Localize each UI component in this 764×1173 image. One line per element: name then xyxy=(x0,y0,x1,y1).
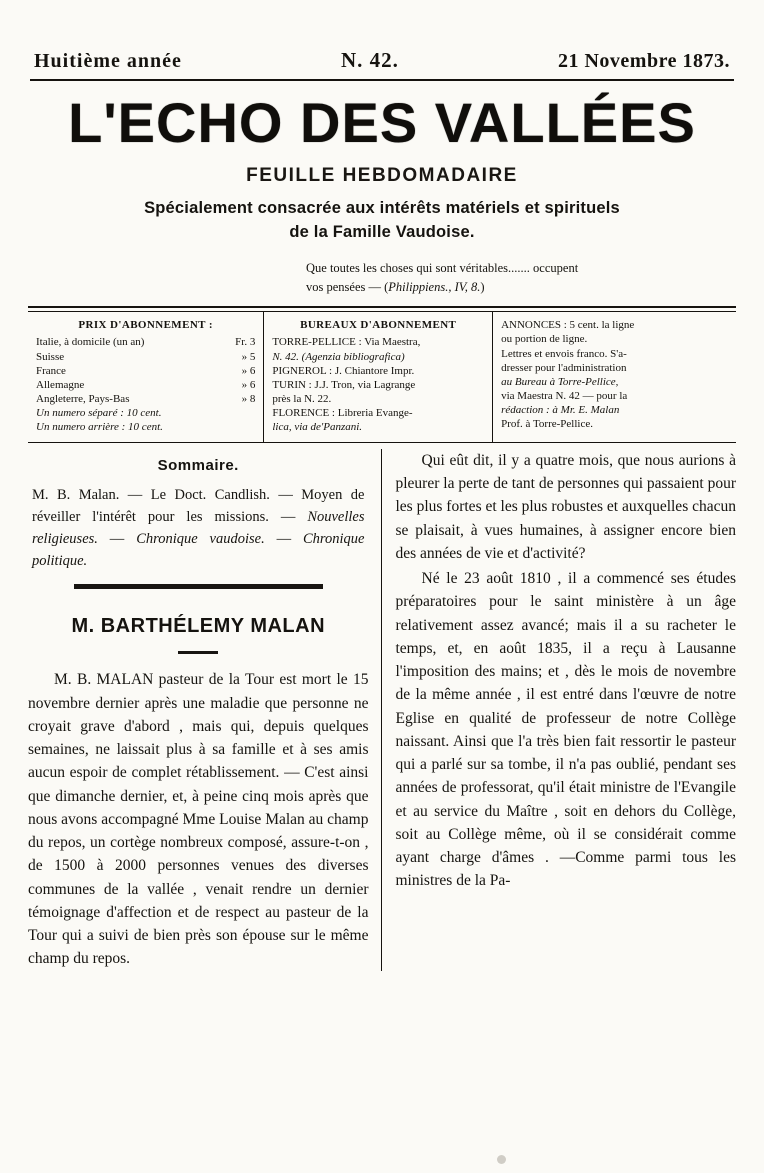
epigraph-line-2-wrap xyxy=(306,278,726,297)
back-issue-note: Un numero arrière : 10 cent. xyxy=(36,420,163,433)
price-label: Angleterre, Pays-Bas xyxy=(36,392,130,405)
price-label: Suisse xyxy=(36,350,65,363)
single-issue-note: Un numero séparé : 10 cent. xyxy=(36,406,162,419)
epigraph xyxy=(306,259,730,297)
summary-divider xyxy=(74,584,323,589)
tagline-line-2: de la Famille Vaudoise. xyxy=(289,222,475,241)
price-row xyxy=(36,364,255,378)
summary-italic-1: Nouvelles religieuses. xyxy=(32,509,365,547)
ads-heading: ANNONCES : 5 cent. la ligne xyxy=(501,319,635,332)
article-paragraph: M. B. MALAN pasteur de la Tour est mort le 15 novembre dernier après une maladie que personne ne croyait grave d'abord , mais qui, depuis quelques semaines, ne laissait plus à sa famille et à ses amis aucun espoir de complet rétablissement. — C'est ainsi que dimanche dernier, et, à peine cinq mois après que nous avons accompagné Mme Louise Malan au champ du repos, un cortège nombreux composé, assure-t-on , de 1500 à 2000 personnes venues des diverses communes de la vallée , venait rendre un dernier témoignage d'affection et de respect au pasteur de la Tour qui a suivi de bien près son épouse sur le même champ du repos. xyxy=(28,671,369,968)
ads-line: ou portion de ligne. xyxy=(501,333,588,346)
ads-line: via Maestra N. 42 — pour la xyxy=(501,389,628,402)
column-right xyxy=(382,449,737,971)
article-paragraph: Qui eût dit, il y a quatre mois, que nous aurions à pleurer la perte de tant de personnes qui passaient pour les plus fortes et les plus robustes et auxquelles chacun se plaisait, à vues humaines, à assigner encore bien des années de vie et d'activité? xyxy=(395,451,736,562)
office-line: près la N. 22. xyxy=(272,392,332,405)
ads-line: Prof. à Torre-Pellice. xyxy=(501,417,593,430)
price-value: Fr. 3 xyxy=(235,336,256,349)
office-line: lica, via de'Panzani. xyxy=(272,420,363,433)
volume-year: Huitième année xyxy=(34,50,182,72)
summary-text xyxy=(28,485,369,572)
price-value: » 6 xyxy=(241,378,256,391)
price-value: » 5 xyxy=(241,350,256,363)
price-value: » 6 xyxy=(241,364,256,377)
summary-italic-2: Chronique vaudoise. xyxy=(136,530,265,547)
summary-part-2: — xyxy=(97,530,137,547)
subscription-heading: PRIX D'ABONNEMENT : xyxy=(78,319,213,332)
epigraph-line-3: ) xyxy=(480,279,485,294)
office-line: PIGNEROL : J. Chiantore Impr. xyxy=(272,364,415,377)
ads-line: rédaction : à Mr. E. Malan xyxy=(501,403,620,416)
office-line: TORRE-PELLICE : Via Maestra, xyxy=(272,336,421,349)
summary-part-3: — xyxy=(264,530,303,547)
column-left xyxy=(28,449,382,971)
info-bar xyxy=(28,312,736,443)
ads-line: Lettres et envois franco. S'a- xyxy=(501,347,627,360)
price-row xyxy=(36,350,255,364)
issue-date: 21 Novembre 1873. xyxy=(557,50,730,72)
price-label: France xyxy=(36,364,66,377)
price-value: » 8 xyxy=(241,392,256,405)
price-row xyxy=(36,335,255,349)
advertising-info xyxy=(493,312,736,442)
price-label: Allemagne xyxy=(36,378,85,391)
price-row xyxy=(36,378,255,392)
epigraph-line-2: vos pensées — ( xyxy=(306,279,389,294)
summary-part-1: M. B. Malan. — Le Doct. Candlish. — Moyen de réveiller l'intérêt pour les missions. — xyxy=(32,487,365,526)
subscription-offices xyxy=(264,312,493,442)
summary-italic-3: Chronique politique. xyxy=(32,530,365,569)
newspaper-title: L'ECHO DES VALLÉES xyxy=(68,91,696,154)
tagline-line-1: Spécialement consacrée aux intérêts matériels et spirituels xyxy=(144,199,620,217)
price-row xyxy=(36,392,255,406)
paper-smudge xyxy=(497,1155,506,1164)
price-label: Italie, à domicile (un an) xyxy=(36,336,145,349)
subscription-prices xyxy=(28,312,264,442)
office-line: TURIN : J.J. Tron, via Lagrange xyxy=(272,378,416,391)
epigraph-line-1: Que toutes les choses qui sont véritables....... occupent xyxy=(306,260,579,275)
newspaper-subtitle: FEUILLE HEBDOMADAIRE xyxy=(246,165,518,186)
issue-number: N. 42. xyxy=(340,48,399,72)
article-title-rule xyxy=(178,651,218,654)
newspaper-tagline xyxy=(0,197,764,245)
article-title: M. BARTHÉLEMY MALAN xyxy=(71,615,326,638)
office-line: N. 42. (Agenzia bibliografica) xyxy=(272,350,405,363)
epigraph-source: Philippiens., IV, 8. xyxy=(388,279,481,294)
article-columns xyxy=(28,443,736,971)
summary-heading: Sommaire. xyxy=(157,456,239,474)
article-paragraph: Né le 23 août 1810 , il a commencé ses études préparatoires pour le saint ministère à un âge relativement assez avancé; mais il a su racheter le temps, et, en août 1835, il a reçu à Lausanne l'imposition des mains; et , dès le mois de novembre de la même année , il est entré dans l'œuvre de notre Eglise en qualité de professeur de notre Collège naissant. Ainsi que l'a très bien fait ressortir le pasteur qui a parlé sur sa tombe, il n'a pas oublié, pendant ses années de professorat, qu'il était ministre de l'Evangile et au service du Maître , soit en dehors du Collège, soit au Collège même, où il se considérait comme ayant charge d'âmes . —Comme parmi tous les ministres de la Pa- xyxy=(395,570,736,890)
ads-line: au Bureau à Torre-Pellice, xyxy=(501,375,619,388)
masthead-topline xyxy=(0,0,764,73)
ads-line: dresser pour l'administration xyxy=(501,361,627,374)
office-line: FLORENCE : Libreria Evange- xyxy=(272,406,413,419)
masthead-divider xyxy=(30,79,734,81)
offices-heading: BUREAUX D'ABONNEMENT xyxy=(300,319,457,332)
